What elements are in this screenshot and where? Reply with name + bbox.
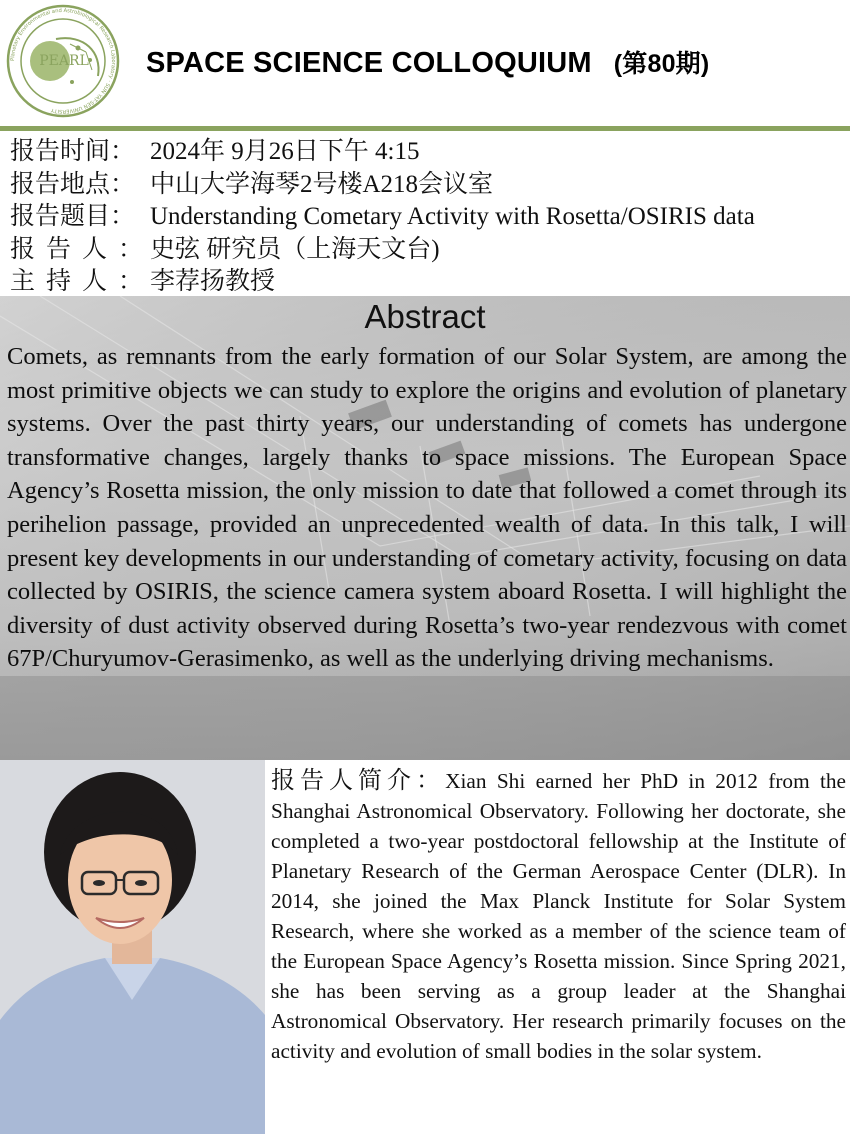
info-row-topic	[10, 201, 845, 234]
speaker-portrait-image	[0, 760, 265, 1134]
host-label: 主持人：	[10, 268, 155, 295]
speaker-photo	[0, 760, 265, 1134]
speaker-value: 史弦 研究员（上海天文台)	[150, 235, 440, 263]
time-label: 报告时间：	[10, 138, 136, 165]
bio-body: Xian Shi earned her PhD in 2012 from the Shanghai Astronomical Observatory. Following her doctorate, she completed a two-year postdoctoral fellowship at the Institute of Planetary Research of the German Aerospace Center (DLR). In 2014, she joined the Max Planck Institute for Solar System Research, where she worked as a member of the science team of the European Space Agency’s Rosetta mission. Since Spring 2021, she has been serving as a group leader at the Shanghai Astronomical Observatory. Her research primarily focuses on the activity and evolution of small bodies in the solar system.	[271, 769, 846, 1063]
topic-value: Understanding Cometary Activity with Rosetta/OSIRIS data	[150, 203, 755, 230]
host-value: 李荐扬教授	[150, 268, 276, 295]
abstract-heading: Abstract	[364, 298, 486, 335]
header-divider	[0, 126, 850, 131]
info-row-time	[10, 136, 845, 169]
abstract-body: Comets, as remnants from the early formation of our Solar System, are among the most primitive objects we can study to explore the origins and evolution of planetary systems. Over the past thirty years, our understanding of comets has undergone transformative changes, largely thanks to space missions. The European Space Agency’s Rosetta mission, the only mission to date that followed a comet through its perihelion passage, provided an unprecedented wealth of data. In this talk, I will present key developments in our understanding of cometary activity, focusing on data collected by OSIRIS, the science camera system aboard Rosetta. I will highlight the diversity of dust activity observed during Rosetta’s two-year rendezvous with comet 67P/Churyumov-Gerasimenko, as well as the underlying driving mechanisms.	[7, 343, 847, 673]
pearl-logo	[6, 4, 120, 118]
header	[0, 0, 850, 128]
speaker-label: 报告人：	[10, 235, 155, 263]
place-label: 报告地点：	[10, 170, 136, 198]
event-info	[10, 136, 845, 299]
place-value: 中山大学海琴2号楼A218会议室	[150, 170, 494, 198]
info-row-host	[10, 266, 845, 299]
bio-label: 报告人简介：	[271, 768, 446, 794]
topic-label: 报告题目：	[10, 203, 136, 230]
speaker-bio	[271, 766, 846, 1066]
svg-text:PEARL: PEARL	[39, 53, 89, 69]
info-row-place	[10, 169, 845, 202]
title-text: SPACE SCIENCE COLLOQUIUM	[146, 47, 592, 79]
colloquium-title	[146, 44, 709, 80]
abstract-panel	[0, 296, 850, 760]
issue-number: (第80期)	[613, 50, 710, 78]
time-value: 2024年 9月26日下午 4:15	[150, 138, 420, 165]
svg-text:Planetary Environmental and As: Planetary Environmental and Astrobiological Research Laboratory · SUN YAT-SEN UNIVERSITY	[9, 7, 117, 115]
info-row-speaker	[10, 234, 845, 267]
